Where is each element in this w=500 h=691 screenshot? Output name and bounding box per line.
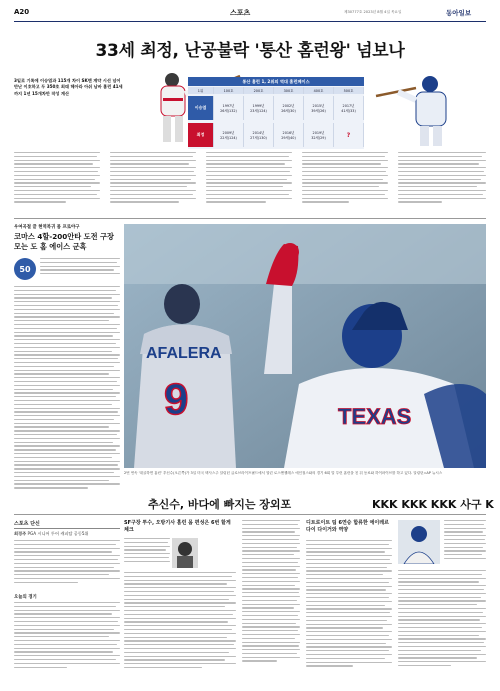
- records-cell: 1997년 26세(132): [214, 96, 244, 120]
- article-column: [110, 152, 196, 205]
- sidebar: [14, 520, 120, 685]
- records-col: 500호: [334, 87, 364, 94]
- right-jersey-text: TEXAS: [338, 404, 412, 429]
- records-box: [188, 77, 364, 149]
- left-jersey-text: AFALERA: [146, 345, 222, 362]
- anniversary-badge-text: 50: [19, 264, 31, 274]
- records-col: 200호: [244, 87, 274, 94]
- bottom-story-3-body-top: [444, 520, 486, 562]
- article-column: [14, 152, 100, 205]
- article-column: [302, 152, 388, 205]
- records-cell: 2019년 32세(29): [304, 123, 334, 147]
- sidebar-item-1: [14, 531, 120, 537]
- sub-headline-right: KKK KKK KKK 사구 K: [372, 498, 494, 511]
- article-body-top: [14, 152, 486, 214]
- brand-logo: 동아일보: [446, 9, 472, 17]
- bottom-story-2: [306, 520, 392, 685]
- second-body-cont: [14, 286, 120, 491]
- bottom-story-2-body: [306, 540, 392, 669]
- bottom-story-1-photo: [172, 538, 198, 568]
- bottom-story-3-body: [398, 570, 486, 669]
- lead-paragraph: 3일로 기록에 이승엽과 115개 차이 SK맨 계약 시선 넘어 만난 이호하고 두 350호 최태 헤아라 아쉬 남바 홈런 41세까지 1년 15개차만 작성 계산: [14, 78, 123, 96]
- main-photo: [124, 224, 486, 468]
- bottom-story-1: [124, 520, 236, 685]
- records-cell: 1999년 23세(124): [244, 96, 274, 120]
- main-headline: 33세 최정, 난공불락 '통산 홈런왕' 넘보나: [95, 41, 405, 61]
- masthead: [14, 8, 486, 20]
- records-header: [188, 87, 364, 94]
- records-cell: 2015년 39세(26): [304, 96, 334, 120]
- player-photo-right: [368, 66, 488, 148]
- left-jersey-number: 9: [164, 375, 189, 424]
- second-story: [14, 224, 120, 508]
- pitcher-photo: [398, 520, 440, 564]
- section-title: 스포츠: [230, 9, 251, 17]
- sidebar-item-2-body: [14, 602, 120, 670]
- bottom-story-1-body-2: [124, 572, 236, 671]
- photo-caption: 2번 연속 '대굴하면 홈런' 추신수(오른쪽)가 3일 미국 텍사스주 알링턴 글로브라이프필드에서 열린 로스앤젤레스 에인절스와의 경기 6회 말 투런 홈런을 친 뒤 동료와 하이파이브를 하고 있다. 알링턴=AP 뉴시스: [124, 471, 443, 475]
- bottom-story-2-left: [242, 520, 300, 685]
- article-column: [206, 152, 292, 205]
- records-cell: 2014년 27세(130): [244, 123, 274, 147]
- second-headline: 코마스 4할-200안타 도전 구장모는 도 홈 에이스 군혹: [14, 232, 114, 251]
- records-row-lee: [188, 96, 364, 120]
- records-title: 통산 홈런 1, 2위의 역대 홈런페이스: [188, 77, 364, 86]
- page-number: A20: [14, 8, 30, 16]
- bottom-story-2-title: 디트로이트 팀 6연승 합류한 에이레르다이 다이거와 역양: [306, 520, 389, 533]
- records-col: 300호: [274, 87, 304, 94]
- edition-info: 제30777호 2023년 8월 4일 목요일: [344, 10, 402, 14]
- records-cell: 2016년 29세(40): [274, 123, 304, 147]
- article-column: [398, 152, 486, 205]
- anniversary-badge: [14, 258, 36, 280]
- records-row-label: 이승엽: [188, 96, 214, 120]
- second-body: [40, 258, 120, 277]
- records-col: 100호: [214, 87, 244, 94]
- section-divider: [14, 218, 486, 219]
- bottom-story-1-title: SF구장 투수, 오방기사 홈런 몸 편성은 6번 할게 체크: [124, 520, 231, 533]
- second-kicker: 우여곡절 끝 현역복귀 몸 프로야구: [14, 225, 80, 230]
- sub-headline-left: 추신수, 바다에 빠지는 장외포: [148, 498, 292, 511]
- records-row-choi: [188, 123, 364, 147]
- sidebar-rule: [14, 528, 120, 529]
- sidebar-item-1-tag: 최경주: [14, 531, 27, 536]
- sidebar-item-1-text: PGA 시니어 투어 캐피탈 공동5위: [27, 531, 89, 536]
- records-col: 1위: [188, 87, 214, 94]
- sidebar-item-2-tag: 오늘의 경기: [14, 595, 37, 600]
- bottom-story-1-body: [124, 538, 170, 565]
- section-divider-2: [14, 514, 486, 515]
- sidebar-item-1-body: [14, 540, 120, 586]
- records-cell: ?: [334, 123, 364, 147]
- records-cell: 2017년 41세(33): [334, 96, 364, 120]
- records-col: 400호: [304, 87, 334, 94]
- records-row-label: 최정: [188, 123, 214, 147]
- masthead-rule: [14, 21, 486, 22]
- records-cell: 2002년 26세(30): [274, 96, 304, 120]
- sidebar-title: 스포츠 단신: [14, 521, 40, 527]
- records-cell: 2009년 22세(124): [214, 123, 244, 147]
